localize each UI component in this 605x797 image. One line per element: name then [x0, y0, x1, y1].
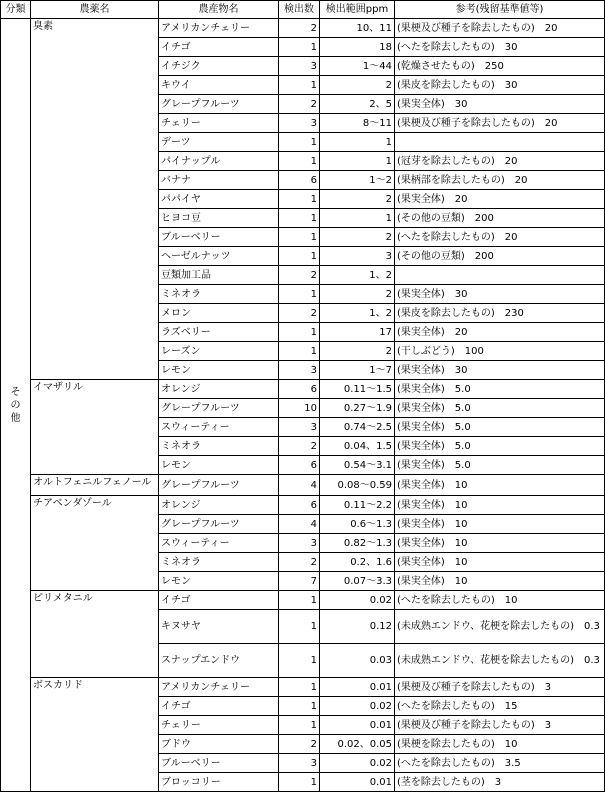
- pesticide-cell: チアベンダゾール: [31, 496, 159, 591]
- count-cell: 2: [279, 266, 320, 285]
- reference-cell: (果実全体) 5.0: [395, 456, 605, 475]
- reference-cell: (果実全体) 30: [395, 361, 605, 380]
- crop-cell: 豆類加工品: [159, 266, 279, 285]
- range-cell: 10、11: [320, 19, 395, 38]
- reference-cell: (果実全体) 10: [395, 515, 605, 534]
- crop-cell: スウィーティー: [159, 534, 279, 553]
- count-cell: 2: [279, 304, 320, 323]
- crop-cell: イチゴ: [159, 697, 279, 716]
- range-cell: 0.01: [320, 716, 395, 735]
- count-cell: 1: [279, 323, 320, 342]
- reference-cell: (果実全体) 30: [395, 95, 605, 114]
- range-cell: 0.2、1.6: [320, 553, 395, 572]
- crop-cell: ラズベリー: [159, 323, 279, 342]
- count-cell: 1: [279, 697, 320, 716]
- reference-cell: (未成熟エンドウ、花梗を除去したもの) 0.3: [395, 610, 605, 644]
- reference-cell: (果皮を除去したもの) 30: [395, 76, 605, 95]
- range-cell: 0.27～1.9: [320, 399, 395, 418]
- range-cell: 0.12: [320, 610, 395, 644]
- count-cell: 4: [279, 475, 320, 496]
- reference-cell: (その他の豆類) 200: [395, 209, 605, 228]
- reference-cell: (へたを除去したもの) 3.5: [395, 754, 605, 773]
- range-cell: 17: [320, 323, 395, 342]
- count-cell: 1: [279, 38, 320, 57]
- reference-cell: (果柄部を除去したもの) 20: [395, 171, 605, 190]
- crop-cell: スナップエンドウ: [159, 644, 279, 678]
- range-cell: 2: [320, 342, 395, 361]
- reference-cell: [395, 133, 605, 152]
- reference-cell: (果実全体) 10: [395, 534, 605, 553]
- crop-cell: チェリー: [159, 716, 279, 735]
- pesticide-cell: ピリメタニル: [31, 591, 159, 678]
- count-cell: 3: [279, 418, 320, 437]
- count-cell: 3: [279, 361, 320, 380]
- count-cell: 1: [279, 190, 320, 209]
- count-cell: 4: [279, 515, 320, 534]
- reference-cell: (果実全体) 10: [395, 553, 605, 572]
- range-cell: 2: [320, 76, 395, 95]
- count-cell: 3: [279, 114, 320, 133]
- crop-cell: ミネオラ: [159, 553, 279, 572]
- crop-cell: イチゴ: [159, 591, 279, 610]
- crop-cell: アメリカンチェリー: [159, 678, 279, 697]
- crop-cell: パパイヤ: [159, 190, 279, 209]
- crop-cell: レモン: [159, 456, 279, 475]
- range-cell: 0.04、1.5: [320, 437, 395, 456]
- crop-cell: ブドウ: [159, 735, 279, 754]
- count-cell: 1: [279, 228, 320, 247]
- crop-cell: デーツ: [159, 133, 279, 152]
- reference-cell: (へたを除去したもの) 15: [395, 697, 605, 716]
- reference-cell: (果梗を除去したもの) 10: [395, 735, 605, 754]
- crop-cell: ヒヨコ豆: [159, 209, 279, 228]
- crop-cell: レモン: [159, 572, 279, 591]
- crop-cell: イチゴ: [159, 38, 279, 57]
- category-label: その他: [10, 386, 21, 424]
- reference-cell: (冠芽を除去したもの) 20: [395, 152, 605, 171]
- range-cell: 2: [320, 285, 395, 304]
- crop-cell: ミネオラ: [159, 285, 279, 304]
- table-row: [1, 496, 605, 515]
- header-row: [1, 1, 605, 19]
- count-cell: 1: [279, 247, 320, 266]
- reference-cell: (果実全体) 10: [395, 572, 605, 591]
- range-cell: 1: [320, 152, 395, 171]
- crop-cell: パイナップル: [159, 152, 279, 171]
- header-crop: 農産物名: [159, 1, 279, 19]
- crop-cell: ミネオラ: [159, 437, 279, 456]
- count-cell: 3: [279, 534, 320, 553]
- count-cell: 1: [279, 644, 320, 678]
- range-cell: 0.01: [320, 773, 395, 792]
- range-cell: 1～44: [320, 57, 395, 76]
- crop-cell: オレンジ: [159, 380, 279, 399]
- crop-cell: レーズン: [159, 342, 279, 361]
- pesticide-cell: イマザリル: [31, 380, 159, 475]
- reference-cell: (乾燥させたもの) 250: [395, 57, 605, 76]
- count-cell: 1: [279, 152, 320, 171]
- crop-cell: ブルーベリー: [159, 228, 279, 247]
- count-cell: 6: [279, 171, 320, 190]
- header-category: 分類: [1, 1, 31, 19]
- crop-cell: ブロッコリー: [159, 773, 279, 792]
- reference-cell: (果梗及び種子を除去したもの) 20: [395, 114, 605, 133]
- reference-cell: (未成熟エンドウ、花梗を除去したもの) 0.3: [395, 644, 605, 678]
- header-pesticide: 農薬名: [31, 1, 159, 19]
- count-cell: 6: [279, 496, 320, 515]
- range-cell: 1: [320, 209, 395, 228]
- range-cell: 3: [320, 247, 395, 266]
- range-cell: 0.6～1.3: [320, 515, 395, 534]
- reference-cell: (果実全体) 20: [395, 190, 605, 209]
- range-cell: 0.02: [320, 697, 395, 716]
- range-cell: 1、2: [320, 304, 395, 323]
- crop-cell: レモン: [159, 361, 279, 380]
- reference-cell: (干しぶどう) 100: [395, 342, 605, 361]
- count-cell: 1: [279, 133, 320, 152]
- reference-cell: (果梗及び種子を除去したもの) 3: [395, 716, 605, 735]
- crop-cell: ヘーゼルナッツ: [159, 247, 279, 266]
- range-cell: 0.08～0.59: [320, 475, 395, 496]
- reference-cell: (果皮を除去したもの) 230: [395, 304, 605, 323]
- pesticide-cell: オルトフェニルフェノール: [31, 475, 159, 496]
- range-cell: 0.54～3.1: [320, 456, 395, 475]
- crop-cell: メロン: [159, 304, 279, 323]
- crop-cell: グレープフルーツ: [159, 515, 279, 534]
- reference-cell: (その他の豆類) 200: [395, 247, 605, 266]
- count-cell: 1: [279, 678, 320, 697]
- range-cell: 0.01: [320, 678, 395, 697]
- count-cell: 3: [279, 754, 320, 773]
- range-cell: 0.07～3.3: [320, 572, 395, 591]
- reference-cell: (果梗及び種子を除去したもの) 20: [395, 19, 605, 38]
- count-cell: 7: [279, 572, 320, 591]
- count-cell: 1: [279, 716, 320, 735]
- count-cell: 1: [279, 285, 320, 304]
- crop-cell: グレープフルーツ: [159, 475, 279, 496]
- crop-cell: オレンジ: [159, 496, 279, 515]
- count-cell: 6: [279, 380, 320, 399]
- crop-cell: ブルーベリー: [159, 754, 279, 773]
- range-cell: 8～11: [320, 114, 395, 133]
- range-cell: 1: [320, 133, 395, 152]
- reference-cell: (果実全体) 30: [395, 285, 605, 304]
- crop-cell: バナナ: [159, 171, 279, 190]
- crop-cell: スウィーティー: [159, 418, 279, 437]
- header-range: 検出範囲ppm: [320, 1, 395, 19]
- reference-cell: (茎を除去したもの) 3: [395, 773, 605, 792]
- range-cell: 2: [320, 228, 395, 247]
- table-row: [1, 19, 605, 38]
- count-cell: 2: [279, 19, 320, 38]
- crop-cell: アメリカンチェリー: [159, 19, 279, 38]
- reference-cell: (果実全体) 10: [395, 496, 605, 515]
- crop-cell: チェリー: [159, 114, 279, 133]
- count-cell: 1: [279, 610, 320, 644]
- count-cell: 1: [279, 209, 320, 228]
- crop-cell: イチジク: [159, 57, 279, 76]
- reference-cell: [395, 266, 605, 285]
- header-reference: 参考(残留基準値等): [395, 1, 605, 19]
- reference-cell: (へたを除去したもの) 10: [395, 591, 605, 610]
- range-cell: 1～7: [320, 361, 395, 380]
- count-cell: 1: [279, 342, 320, 361]
- range-cell: 0.03: [320, 644, 395, 678]
- count-cell: 10: [279, 399, 320, 418]
- count-cell: 1: [279, 591, 320, 610]
- range-cell: 2、5: [320, 95, 395, 114]
- pesticide-cell: 臭素: [31, 19, 159, 380]
- count-cell: 1: [279, 773, 320, 792]
- range-cell: 18: [320, 38, 395, 57]
- reference-cell: (果実全体) 5.0: [395, 437, 605, 456]
- reference-cell: (果実全体) 20: [395, 323, 605, 342]
- table-body: [1, 19, 605, 792]
- range-cell: 2: [320, 190, 395, 209]
- range-cell: 0.11～2.2: [320, 496, 395, 515]
- count-cell: 1: [279, 76, 320, 95]
- table-row: [1, 591, 605, 610]
- table-row: [1, 678, 605, 697]
- header-count: 検出数: [279, 1, 320, 19]
- table-row: [1, 380, 605, 399]
- range-cell: 0.74～2.5: [320, 418, 395, 437]
- crop-cell: キウイ: [159, 76, 279, 95]
- count-cell: 2: [279, 437, 320, 456]
- reference-cell: (へたを除去したもの) 30: [395, 38, 605, 57]
- count-cell: 2: [279, 95, 320, 114]
- range-cell: 0.82～1.3: [320, 534, 395, 553]
- range-cell: 0.02: [320, 754, 395, 773]
- reference-cell: (果実全体) 10: [395, 475, 605, 496]
- table-row: [1, 475, 605, 496]
- range-cell: 0.11～1.5: [320, 380, 395, 399]
- reference-cell: (果梗及び種子を除去したもの) 3: [395, 678, 605, 697]
- reference-cell: (果実全体) 5.0: [395, 380, 605, 399]
- range-cell: 0.02、0.05: [320, 735, 395, 754]
- count-cell: 6: [279, 456, 320, 475]
- range-cell: 1、2: [320, 266, 395, 285]
- reference-cell: (果実全体) 5.0: [395, 418, 605, 437]
- reference-cell: (果実全体) 5.0: [395, 399, 605, 418]
- crop-cell: グレープフルーツ: [159, 95, 279, 114]
- count-cell: 2: [279, 735, 320, 754]
- reference-cell: (へたを除去したもの) 20: [395, 228, 605, 247]
- count-cell: 3: [279, 57, 320, 76]
- crop-cell: キヌサヤ: [159, 610, 279, 644]
- pesticide-cell: ボスカリド: [31, 678, 159, 792]
- crop-cell: グレープフルーツ: [159, 399, 279, 418]
- range-cell: 0.02: [320, 591, 395, 610]
- count-cell: 2: [279, 553, 320, 572]
- range-cell: 1～2: [320, 171, 395, 190]
- category-cell: [1, 19, 31, 792]
